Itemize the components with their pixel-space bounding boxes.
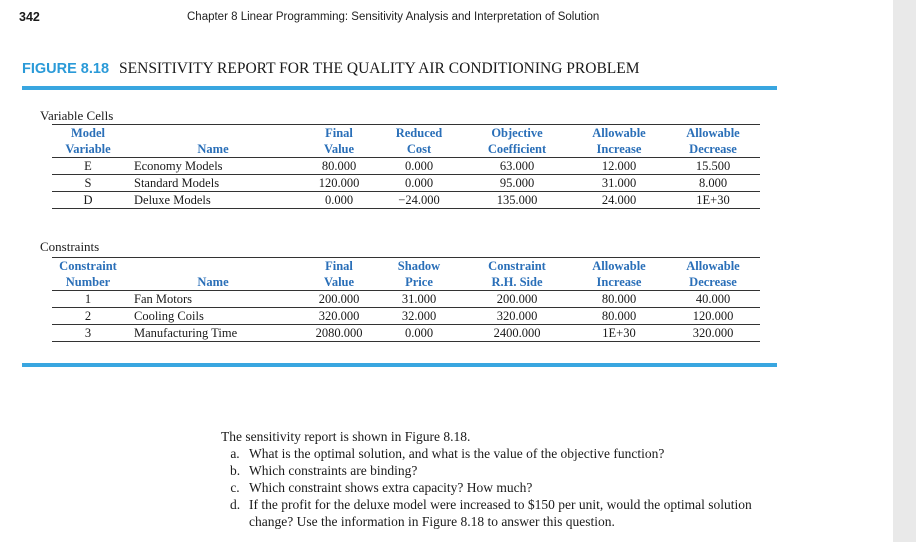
table-cell: 31.000	[572, 175, 666, 192]
header-cell: Number	[52, 274, 124, 291]
table-cell: Manufacturing Time	[124, 325, 302, 342]
header-cell: Constraint	[52, 258, 124, 275]
table-cell: 8.000	[666, 175, 760, 192]
table-cell: 2400.000	[462, 325, 572, 342]
table-cell: E	[52, 158, 124, 175]
table-cell: 320.000	[302, 308, 376, 325]
table-row	[52, 291, 760, 308]
header-cell: Shadow	[376, 258, 462, 275]
question-item	[221, 496, 791, 530]
table-row	[52, 175, 760, 192]
table-cell: 200.000	[302, 291, 376, 308]
header-cell: Name	[124, 274, 302, 291]
table-cell: 3	[52, 325, 124, 342]
table-row	[52, 192, 760, 209]
question-letter: b.	[229, 463, 241, 478]
table-cell: 320.000	[462, 308, 572, 325]
question-letter: d.	[229, 497, 241, 512]
header-cell: Variable	[52, 141, 124, 158]
table-cell: 0.000	[376, 158, 462, 175]
table-cell: 1E+30	[572, 325, 666, 342]
table-header-row	[52, 141, 760, 158]
top-rule	[22, 86, 777, 90]
table-cell: 63.000	[462, 158, 572, 175]
table-header-row	[52, 274, 760, 291]
figure-label: FIGURE 8.18	[22, 61, 110, 77]
header-cell: Final	[302, 125, 376, 142]
header-cell: Decrease	[666, 141, 760, 158]
table-header-row	[52, 258, 760, 275]
variable-cells-table	[52, 124, 760, 209]
table-cell: 15.500	[666, 158, 760, 175]
page-number: 342	[19, 10, 40, 24]
header-cell: Cost	[376, 141, 462, 158]
header-cell: Increase	[572, 141, 666, 158]
table-row	[52, 158, 760, 175]
table-cell: 0.000	[302, 192, 376, 209]
table-cell: 95.000	[462, 175, 572, 192]
constraints-table	[52, 257, 760, 342]
header-cell: Coefficient	[462, 141, 572, 158]
header-cell: Value	[302, 141, 376, 158]
figure-title: SENSITIVITY REPORT FOR THE QUALITY AIR CONDITIONING PROBLEM	[119, 60, 640, 77]
question-text: Which constraint shows extra capacity? How much?	[249, 480, 533, 495]
table-cell: 0.000	[376, 325, 462, 342]
page-side-margin	[893, 0, 916, 542]
problem-questions	[221, 428, 791, 530]
header-cell: Constraint	[462, 258, 572, 275]
table-cell: 12.000	[572, 158, 666, 175]
question-text: Which constraints are binding?	[249, 463, 418, 478]
table-cell: Standard Models	[124, 175, 302, 192]
header-cell: Price	[376, 274, 462, 291]
question-item	[221, 445, 791, 462]
table-cell: 2	[52, 308, 124, 325]
header-cell: Value	[302, 274, 376, 291]
figure-caption	[22, 60, 640, 78]
variable-cells-label: Variable Cells	[40, 108, 114, 123]
table-cell: 120.000	[666, 308, 760, 325]
header-cell: Final	[302, 258, 376, 275]
table-cell: Fan Motors	[124, 291, 302, 308]
table-cell: 2080.000	[302, 325, 376, 342]
questions-intro: The sensitivity report is shown in Figure 8.18.	[221, 429, 471, 444]
table-cell: S	[52, 175, 124, 192]
table-cell: 0.000	[376, 175, 462, 192]
table-cell: 32.000	[376, 308, 462, 325]
header-cell: Allowable	[572, 125, 666, 142]
table-cell: 80.000	[572, 291, 666, 308]
header-cell: Objective	[462, 125, 572, 142]
table-cell: D	[52, 192, 124, 209]
table-cell: −24.000	[376, 192, 462, 209]
table-cell: 200.000	[462, 291, 572, 308]
header-cell	[124, 125, 302, 142]
table-row	[52, 325, 760, 342]
question-item	[221, 479, 791, 496]
table-cell: 80.000	[302, 158, 376, 175]
table-cell: 40.000	[666, 291, 760, 308]
header-cell: Name	[124, 141, 302, 158]
header-cell: Allowable	[666, 258, 760, 275]
table-cell: Economy Models	[124, 158, 302, 175]
header-cell	[124, 258, 302, 275]
table-cell: 1E+30	[666, 192, 760, 209]
table-header-row	[52, 125, 760, 142]
table-cell: 135.000	[462, 192, 572, 209]
table-cell: 120.000	[302, 175, 376, 192]
header-cell: Decrease	[666, 274, 760, 291]
header-cell: Reduced	[376, 125, 462, 142]
question-letter: a.	[230, 446, 240, 461]
bottom-rule	[22, 363, 777, 367]
question-text: What is the optimal solution, and what is the value of the objective function?	[249, 446, 665, 461]
header-cell: R.H. Side	[462, 274, 572, 291]
header-cell: Model	[52, 125, 124, 142]
table-cell: 320.000	[666, 325, 760, 342]
table-cell: 1	[52, 291, 124, 308]
header-cell: Allowable	[572, 258, 666, 275]
question-text: If the profit for the deluxe model were increased to $150 per unit, would the optimal solution change? Use the information in Figure 8.18 to answer this question.	[249, 497, 752, 529]
table-cell: Deluxe Models	[124, 192, 302, 209]
constraints-label: Constraints	[40, 239, 100, 254]
question-letter: c.	[230, 480, 240, 495]
table-cell: Cooling Coils	[124, 308, 302, 325]
table-cell: 24.000	[572, 192, 666, 209]
header-cell: Increase	[572, 274, 666, 291]
question-item	[221, 462, 791, 479]
table-cell: 31.000	[376, 291, 462, 308]
table-row	[52, 308, 760, 325]
chapter-title: Chapter 8 Linear Programming: Sensitivity Analysis and Interpretation of Solution	[187, 11, 600, 23]
header-cell: Allowable	[666, 125, 760, 142]
table-cell: 80.000	[572, 308, 666, 325]
